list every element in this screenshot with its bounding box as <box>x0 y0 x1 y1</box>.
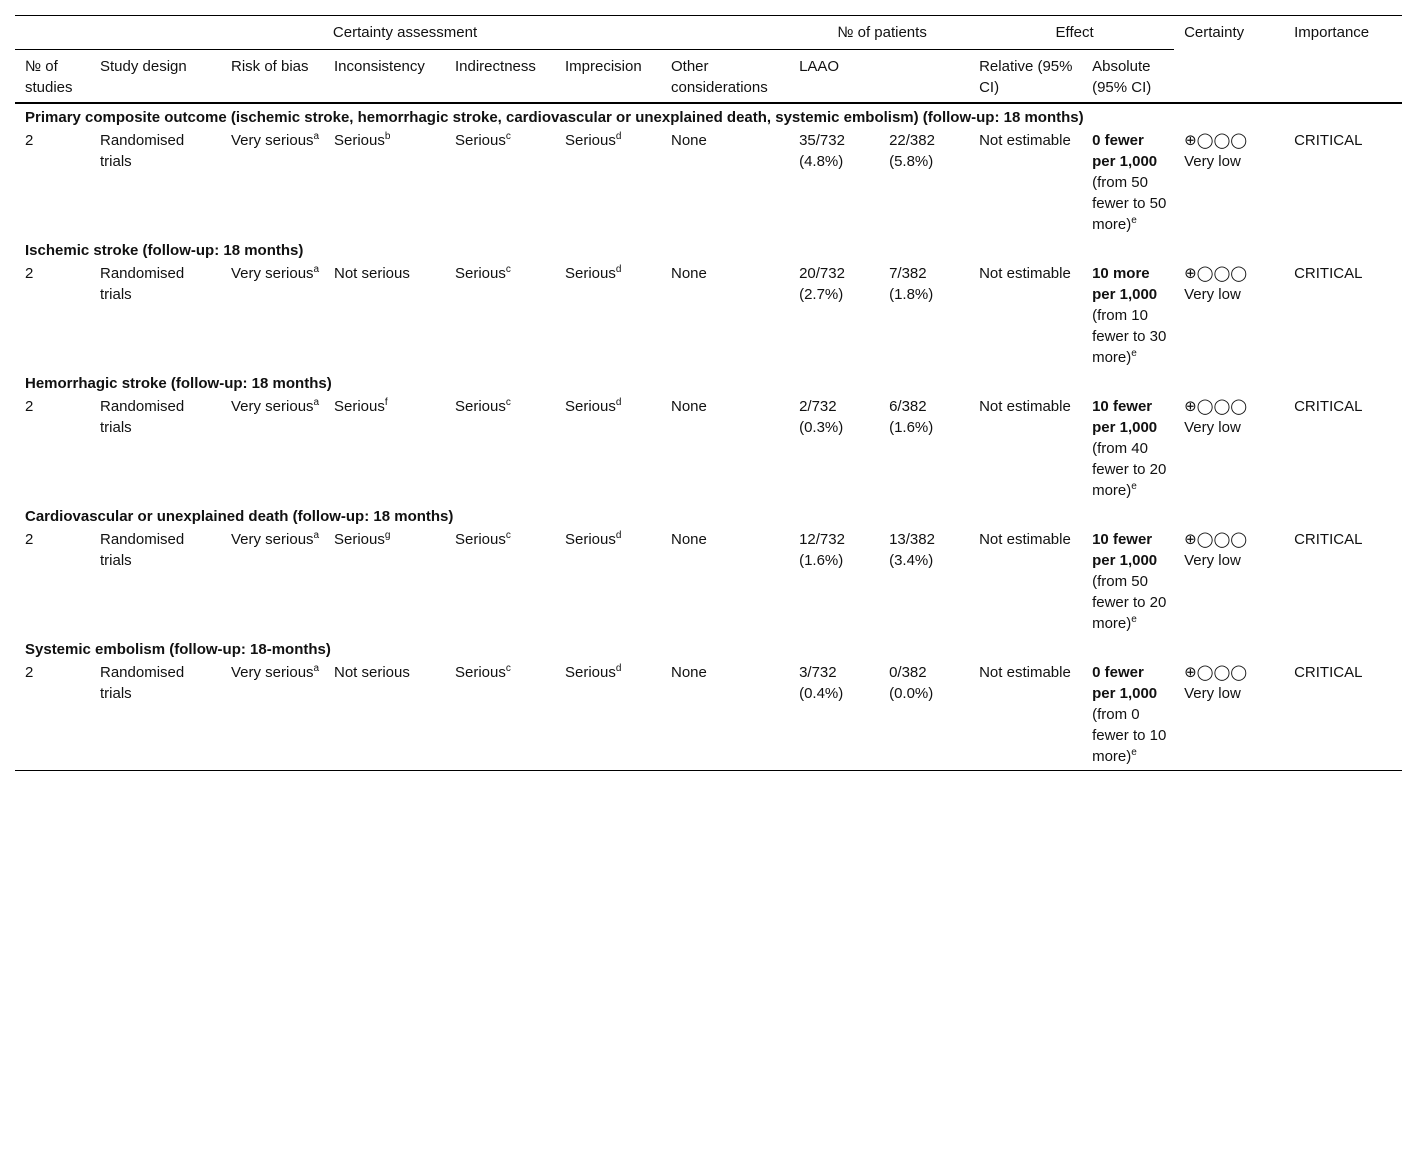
risk-sup-text: a <box>313 131 320 142</box>
study-design-header: Study design <box>90 50 221 104</box>
outcome-data-row <box>15 662 1402 771</box>
risk-of-bias-cell <box>221 396 324 503</box>
certainty-rating-icon: ⊕◯◯◯ <box>1184 398 1248 415</box>
num-studies-header: № of studies <box>15 50 90 104</box>
inconsistency-cell <box>324 396 445 503</box>
risk-sup-text: a <box>313 264 320 275</box>
other-considerations-cell: None <box>671 265 707 282</box>
certainty-rating-icon: ⊕◯◯◯ <box>1184 265 1248 282</box>
indirectness-sup-text: c <box>505 663 511 674</box>
inconsistency-text: Not serious <box>334 664 410 681</box>
inconsistency-cell <box>324 130 445 237</box>
relative-header: Relative (95% CI) <box>969 50 1082 104</box>
certainty-cell <box>1174 529 1284 636</box>
indirectness-text: Serious <box>455 531 506 548</box>
risk-text: Very serious <box>231 265 314 282</box>
risk-of-bias-cell <box>221 662 324 771</box>
importance-cell: CRITICAL <box>1284 662 1402 771</box>
outcome-data-row <box>15 529 1402 636</box>
absolute-ci-text: (from 40 fewer to 20 more) <box>1092 440 1167 499</box>
certainty-label-text: Very low <box>1184 685 1241 702</box>
absolute-ci-text: (from 50 fewer to 20 more) <box>1092 573 1167 632</box>
importance-cell: CRITICAL <box>1294 531 1363 548</box>
study-design-cell: Randomised trials <box>100 132 185 170</box>
laao-cell: 20/732 (2.7%) <box>799 265 845 303</box>
absolute-ci-text: (from 10 fewer to 30 more) <box>1092 307 1167 366</box>
control-cell: 13/382 (3.4%) <box>889 531 935 569</box>
imprecision-sup-text: d <box>615 530 622 541</box>
absolute-sup-text: e <box>1131 614 1137 625</box>
other-considerations-cell: None <box>661 662 789 771</box>
study-design-cell: Randomised trials <box>100 265 185 303</box>
inconsistency-sup-text: g <box>384 530 391 541</box>
control-cell: 0/382 (0.0%) <box>879 662 969 771</box>
control-header <box>879 50 969 104</box>
inconsistency-text: Serious <box>334 531 385 548</box>
inconsistency-header: Inconsistency <box>324 50 445 104</box>
study-design-cell: Randomised trials <box>100 398 185 436</box>
indirectness-header: Indirectness <box>445 50 555 104</box>
certainty-assessment-header: Certainty assessment <box>15 16 789 50</box>
certainty-header: Certainty <box>1174 16 1284 104</box>
imprecision-sup-text: d <box>615 397 622 408</box>
other-considerations-cell: None <box>671 132 707 149</box>
indirectness-text: Serious <box>455 398 506 415</box>
certainty-rating-icon: ⊕◯◯◯ <box>1184 664 1248 681</box>
laao-cell: 3/732 (0.4%) <box>789 662 879 771</box>
indirectness-sup-text: c <box>505 264 511 275</box>
outcome-title-row <box>15 636 1402 662</box>
imprecision-sup-text: d <box>615 131 622 142</box>
outcome-title-row <box>15 237 1402 263</box>
indirectness-cell <box>445 396 555 503</box>
imprecision-text: Serious <box>565 132 616 149</box>
absolute-effect-cell <box>1082 529 1174 636</box>
indirectness-text: Serious <box>455 132 506 149</box>
importance-cell: CRITICAL <box>1294 265 1363 282</box>
inconsistency-text: Not serious <box>334 265 410 282</box>
absolute-ci-text: (from 50 fewer to 50 more) <box>1092 174 1167 233</box>
other-considerations-header: Other considerations <box>661 50 789 104</box>
inconsistency-text: Serious <box>334 132 385 149</box>
imprecision-text: Serious <box>565 531 616 548</box>
indirectness-sup-text: c <box>505 131 511 142</box>
imprecision-sup-text: d <box>615 663 622 674</box>
absolute-sup-text: e <box>1131 481 1137 492</box>
outcome-data-row <box>15 263 1402 370</box>
absolute-bold-text: 0 fewer per 1,000 <box>1092 132 1158 170</box>
absolute-effect-cell <box>1082 662 1174 771</box>
outcome-title-row <box>15 103 1402 130</box>
num-patients-header: № of patients <box>789 16 969 50</box>
indirectness-sup-text: c <box>505 397 511 408</box>
relative-effect-cell: Not estimable <box>979 132 1071 149</box>
imprecision-cell <box>555 529 661 636</box>
certainty-label-text: Very low <box>1184 419 1241 436</box>
risk-of-bias-cell <box>221 130 324 237</box>
imprecision-text: Serious <box>565 664 616 681</box>
certainty-rating-icon: ⊕◯◯◯ <box>1184 132 1248 149</box>
certainty-rating-icon: ⊕◯◯◯ <box>1184 531 1248 548</box>
inconsistency-text: Serious <box>334 398 385 415</box>
laao-header: LAAO <box>789 50 879 104</box>
study-design-cell: Randomised trials <box>100 531 185 569</box>
certainty-label-text: Very low <box>1184 153 1241 170</box>
risk-sup-text: a <box>313 663 320 674</box>
study-design-cell: Randomised trials <box>90 662 221 771</box>
num-studies-cell: 2 <box>25 398 34 415</box>
certainty-cell <box>1174 662 1284 771</box>
outcome-data-row <box>15 130 1402 237</box>
grade-evidence-table <box>15 15 1402 771</box>
importance-cell: CRITICAL <box>1294 132 1363 149</box>
control-cell: 22/382 (5.8%) <box>889 132 935 170</box>
indirectness-cell <box>445 529 555 636</box>
importance-cell: CRITICAL <box>1294 398 1363 415</box>
outcome-title-row <box>15 370 1402 396</box>
absolute-sup-text: e <box>1131 747 1137 758</box>
laao-cell: 12/732 (1.6%) <box>799 531 845 569</box>
risk-sup-text: a <box>313 397 320 408</box>
imprecision-text: Serious <box>565 398 616 415</box>
certainty-cell <box>1174 263 1284 370</box>
laao-cell: 35/732 (4.8%) <box>799 132 845 170</box>
risk-of-bias-header: Risk of bias <box>221 50 324 104</box>
inconsistency-sup-text: b <box>384 131 391 142</box>
control-cell: 7/382 (1.8%) <box>889 265 934 303</box>
num-studies-cell: 2 <box>25 132 34 149</box>
certainty-cell <box>1174 396 1284 503</box>
indirectness-cell <box>445 263 555 370</box>
imprecision-cell <box>555 263 661 370</box>
indirectness-text: Serious <box>455 265 506 282</box>
outcome-title: Cardiovascular or unexplained death (follow-up: 18 months) <box>25 508 454 525</box>
relative-effect-cell: Not estimable <box>979 265 1071 282</box>
laao-cell: 2/732 (0.3%) <box>799 398 844 436</box>
outcome-title: Systemic embolism (follow-up: 18-months) <box>25 641 331 658</box>
inconsistency-sup-text: f <box>384 397 388 408</box>
absolute-ci-text: (from 0 fewer to 10 more) <box>1092 706 1167 765</box>
certainty-label-text: Very low <box>1184 552 1241 569</box>
outcome-title-row <box>15 503 1402 529</box>
control-cell: 6/382 (1.6%) <box>889 398 934 436</box>
imprecision-text: Serious <box>565 265 616 282</box>
indirectness-cell <box>445 662 555 771</box>
absolute-effect-cell <box>1082 130 1174 237</box>
header-row-groups <box>15 16 1402 50</box>
imprecision-header: Imprecision <box>555 50 661 104</box>
outcome-title: Ischemic stroke (follow-up: 18 months) <box>25 242 304 259</box>
relative-effect-cell: Not estimable <box>969 662 1082 771</box>
indirectness-cell <box>445 130 555 237</box>
inconsistency-cell <box>324 662 445 771</box>
other-considerations-cell: None <box>671 398 707 415</box>
risk-text: Very serious <box>231 664 314 681</box>
risk-of-bias-cell <box>221 263 324 370</box>
importance-header: Importance <box>1284 16 1402 104</box>
inconsistency-cell <box>324 529 445 636</box>
outcome-data-row <box>15 396 1402 503</box>
risk-text: Very serious <box>231 132 314 149</box>
risk-of-bias-cell <box>221 529 324 636</box>
relative-effect-cell: Not estimable <box>979 398 1071 415</box>
absolute-header: Absolute (95% CI) <box>1082 50 1174 104</box>
outcome-title: Primary composite outcome (ischemic stroke, hemorrhagic stroke, cardiovascular or unexplained death, systemic embolism) (follow-up: 18 months) <box>25 109 1084 126</box>
effect-header: Effect <box>969 16 1174 50</box>
num-studies-cell: 2 <box>15 662 90 771</box>
imprecision-sup-text: d <box>615 264 622 275</box>
absolute-bold-text: 0 fewer per 1,000 <box>1092 664 1158 702</box>
absolute-bold-text: 10 fewer per 1,000 <box>1092 398 1158 436</box>
absolute-effect-cell <box>1082 263 1174 370</box>
certainty-cell <box>1174 130 1284 237</box>
absolute-effect-cell <box>1082 396 1174 503</box>
risk-text: Very serious <box>231 531 314 548</box>
num-studies-cell: 2 <box>25 531 34 548</box>
absolute-sup-text: e <box>1131 215 1137 226</box>
relative-effect-cell: Not estimable <box>979 531 1071 548</box>
risk-sup-text: a <box>313 530 320 541</box>
num-studies-cell: 2 <box>25 265 34 282</box>
imprecision-cell <box>555 396 661 503</box>
imprecision-cell <box>555 130 661 237</box>
indirectness-text: Serious <box>455 664 506 681</box>
risk-text: Very serious <box>231 398 314 415</box>
absolute-sup-text: e <box>1131 348 1137 359</box>
inconsistency-cell <box>324 263 445 370</box>
outcome-title: Hemorrhagic stroke (follow-up: 18 months) <box>25 375 332 392</box>
absolute-bold-text: 10 fewer per 1,000 <box>1092 531 1158 569</box>
indirectness-sup-text: c <box>505 530 511 541</box>
imprecision-cell <box>555 662 661 771</box>
certainty-label-text: Very low <box>1184 286 1241 303</box>
absolute-bold-text: 10 more per 1,000 <box>1092 265 1158 303</box>
other-considerations-cell: None <box>671 531 707 548</box>
